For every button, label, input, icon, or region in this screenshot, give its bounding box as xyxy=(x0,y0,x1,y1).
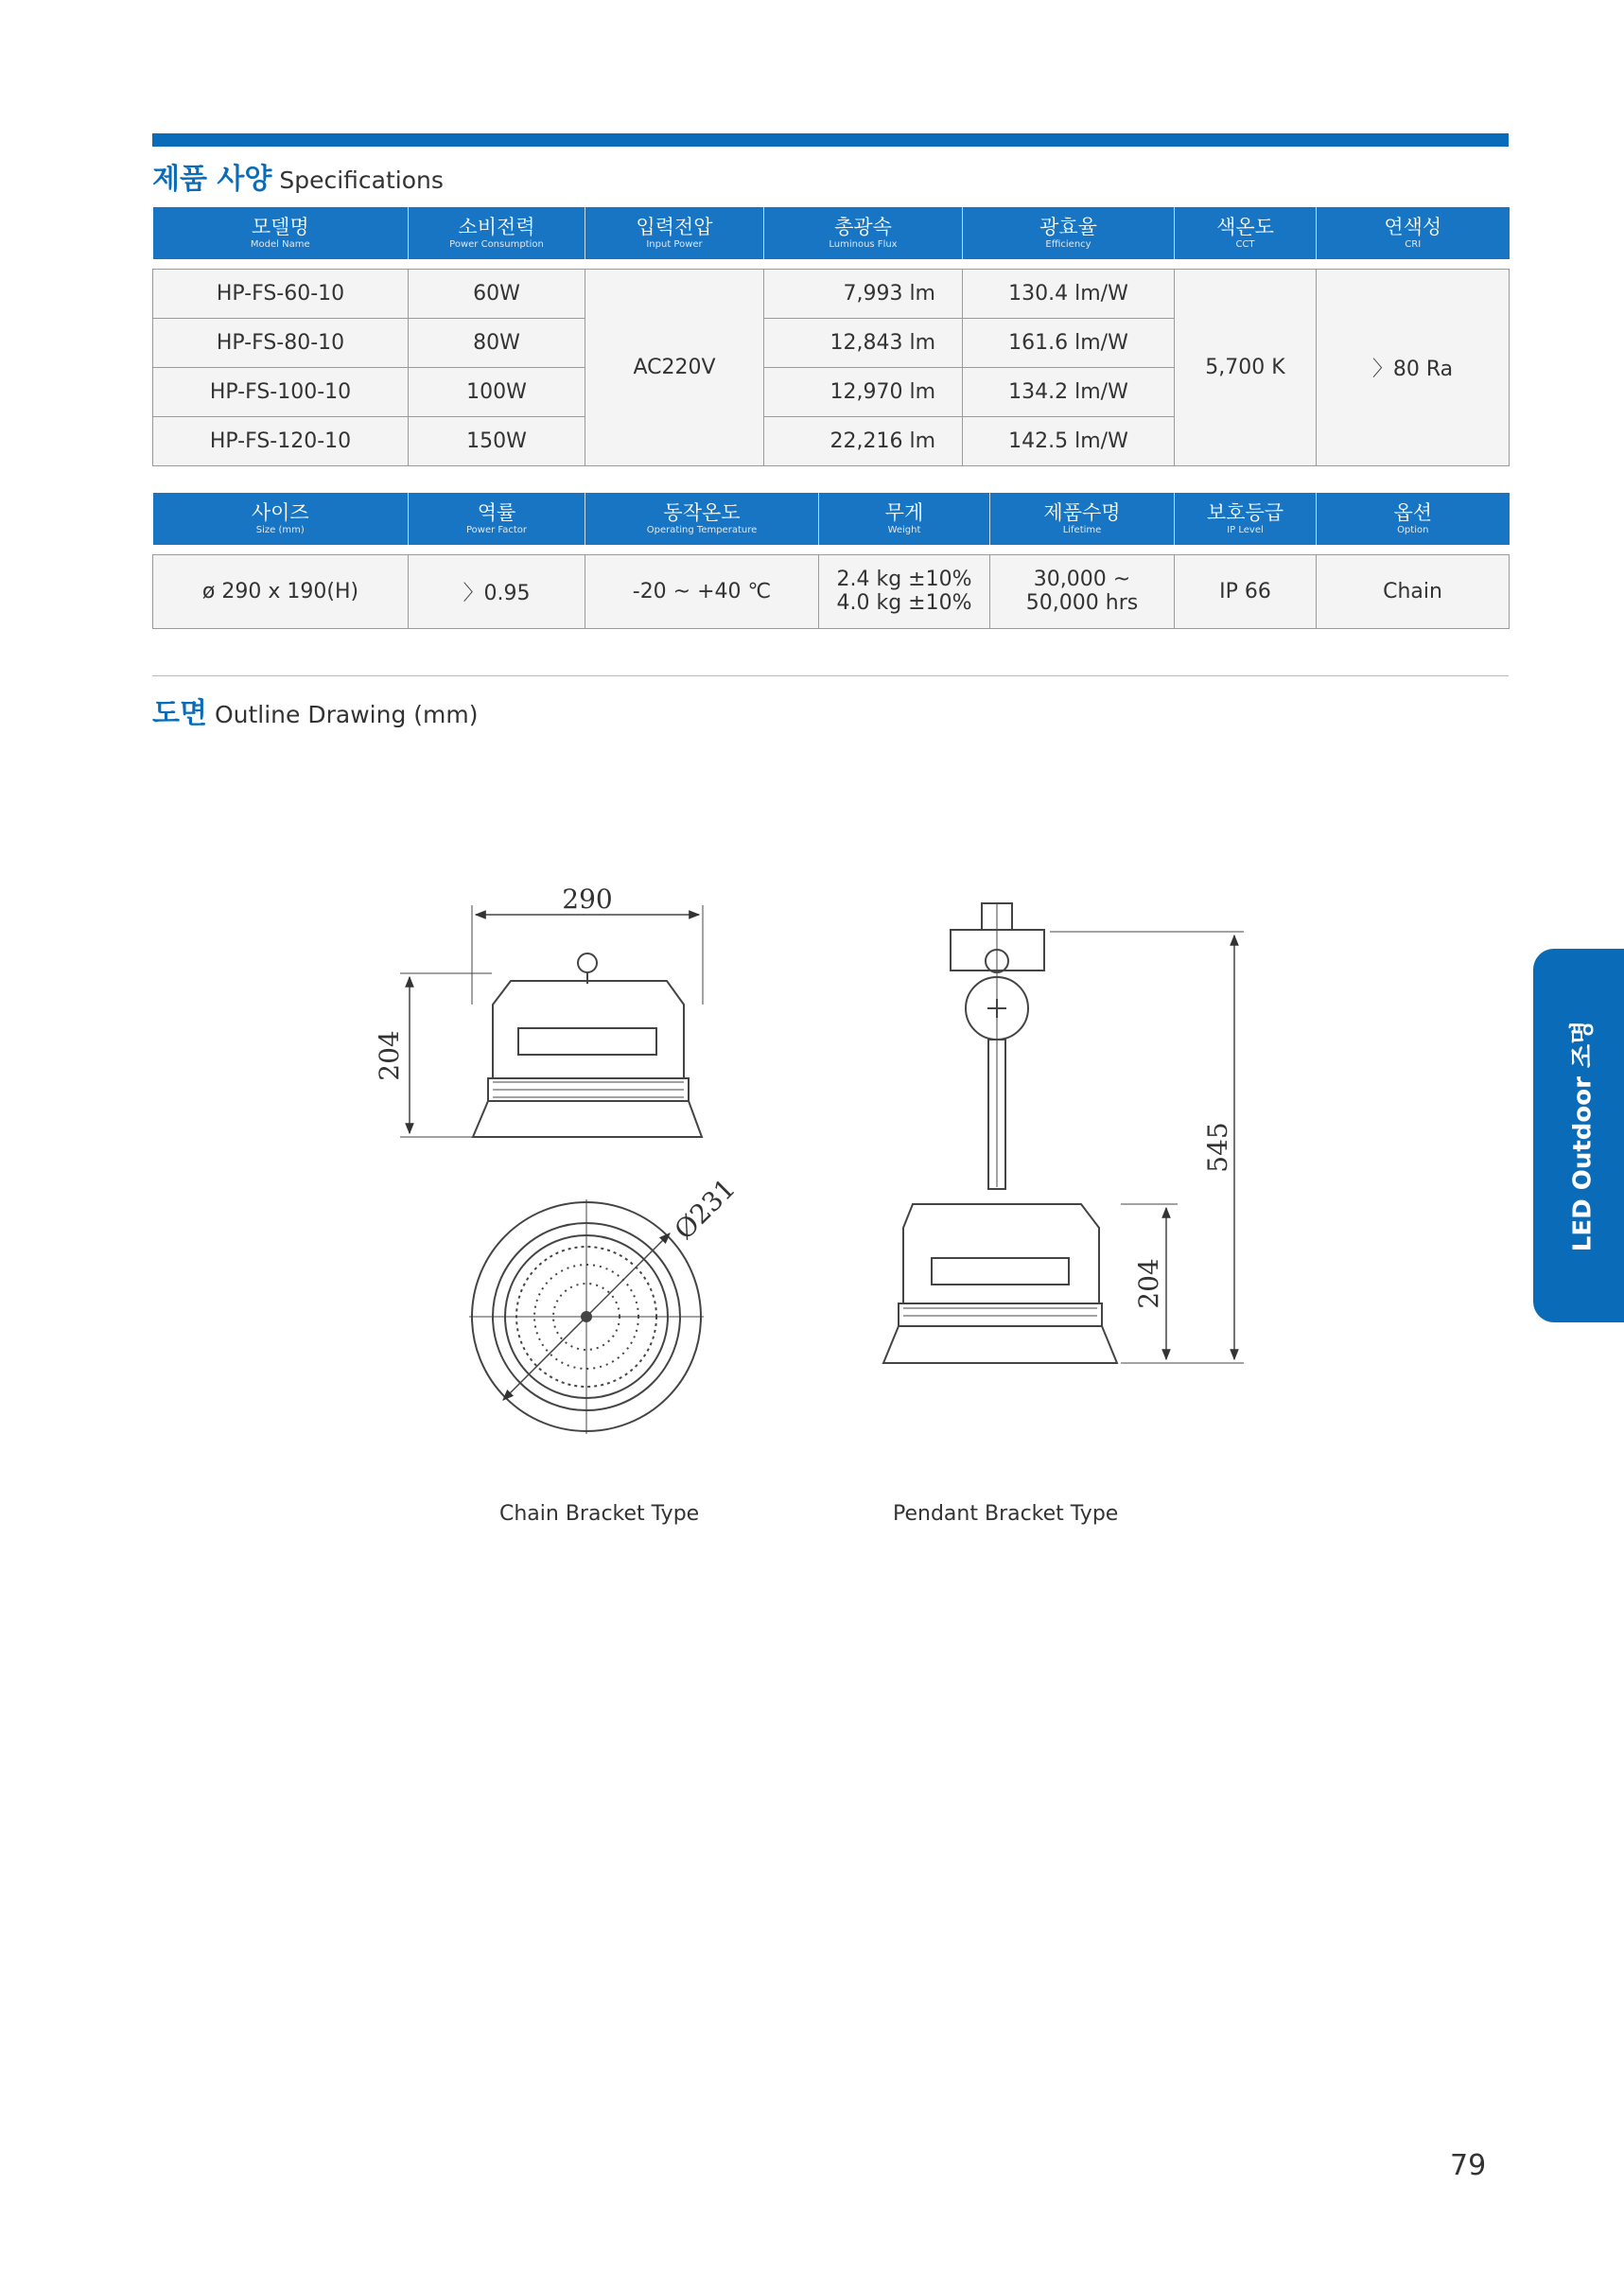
header-temperature: 동작온도 Operating Temperature xyxy=(585,493,819,545)
lifetime-line-1: 30,000 ~ xyxy=(1033,568,1131,591)
table-row xyxy=(153,269,1510,318)
chain-bracket-side-view xyxy=(400,905,703,1137)
header-input: 입력전압 Input Power xyxy=(585,207,764,259)
caption-pendant-bracket: Pendant Bracket Type xyxy=(893,1502,1119,1526)
lifetime-line-2: 50,000 hrs xyxy=(1025,591,1139,615)
cell-model: HP-FS-80-10 xyxy=(153,318,409,367)
cell-model: HP-FS-60-10 xyxy=(153,269,409,318)
header-cct: 색온도 CCT xyxy=(1175,207,1317,259)
cell-flux: 12,970 lm xyxy=(764,367,963,416)
header-ip: 보호등급 IP Level xyxy=(1175,493,1317,545)
cell-input: AC220V xyxy=(585,269,764,465)
header-power: 소비전력 Power Consumption xyxy=(409,207,585,259)
cell-power: 150W xyxy=(409,416,585,465)
cell-temperature: -20 ~ +40 ℃ xyxy=(585,554,819,628)
cell-size: ø 290 x 190(H) xyxy=(153,554,409,628)
table-row xyxy=(153,554,1510,628)
cell-power: 100W xyxy=(409,367,585,416)
spec-title-en: Specifications xyxy=(279,166,444,194)
header-weight: 무게 Weight xyxy=(819,493,990,545)
header-size: 사이즈 Size (mm) xyxy=(153,493,409,545)
cell-model: HP-FS-100-10 xyxy=(153,367,409,416)
cell-lifetime xyxy=(990,554,1175,628)
header-flux: 총광속 Luminous Flux xyxy=(764,207,963,259)
chain-bracket-bottom-view xyxy=(469,1199,704,1434)
dim-height-pendant: 204 xyxy=(1133,1258,1164,1309)
cell-option: Chain xyxy=(1317,554,1510,628)
header-model: 모델명 Model Name xyxy=(153,207,409,259)
dim-diameter: Ø231 xyxy=(668,1172,742,1246)
caption-chain-bracket: Chain Bracket Type xyxy=(499,1502,700,1526)
side-category-tab xyxy=(1533,949,1624,1322)
side-tab-label: LED Outdoor 조명 xyxy=(1568,1020,1598,1251)
page-number: 79 xyxy=(1450,2149,1487,2182)
dim-total-height: 545 xyxy=(1202,1122,1233,1173)
spec-table-secondary xyxy=(152,493,1510,629)
table-header-row xyxy=(153,493,1510,545)
pendant-bracket-side-view xyxy=(883,903,1244,1363)
cell-efficiency: 134.2 lm/W xyxy=(963,367,1175,416)
cell-cri: 〉80 Ra xyxy=(1317,269,1510,465)
cell-efficiency: 161.6 lm/W xyxy=(963,318,1175,367)
cell-model: HP-FS-120-10 xyxy=(153,416,409,465)
spec-table-main xyxy=(152,207,1510,466)
cell-power: 60W xyxy=(409,269,585,318)
weight-line-1: 2.4 kg ±10% xyxy=(836,568,972,591)
top-accent-bar xyxy=(152,133,1509,147)
cell-flux: 12,843 lm xyxy=(764,318,963,367)
cell-weight xyxy=(819,554,990,628)
cell-efficiency: 142.5 lm/W xyxy=(963,416,1175,465)
drawing-title-en: Outline Drawing (mm) xyxy=(214,701,479,728)
drawing-title-ko: 도면 xyxy=(152,697,207,730)
header-lifetime: 제품수명 Lifetime xyxy=(990,493,1175,545)
section-divider xyxy=(152,675,1509,676)
cell-flux: 22,216 lm xyxy=(764,416,963,465)
cell-efficiency: 130.4 lm/W xyxy=(963,269,1175,318)
cell-flux: 7,993 lm xyxy=(764,269,963,318)
dim-height-chain: 204 xyxy=(374,1030,405,1081)
header-cri: 연색성 CRI xyxy=(1317,207,1510,259)
dim-width: 290 xyxy=(562,883,613,915)
cell-cct: 5,700 K xyxy=(1175,269,1317,465)
header-efficiency: 광효율 Efficiency xyxy=(963,207,1175,259)
drawing-section-title xyxy=(152,690,478,731)
cell-power-factor: 〉0.95 xyxy=(409,554,585,628)
spec-title-ko: 제품 사양 xyxy=(152,163,272,196)
cell-power: 80W xyxy=(409,318,585,367)
header-option: 옵션 Option xyxy=(1317,493,1510,545)
table-header-row xyxy=(153,207,1510,259)
header-power-factor: 역률 Power Factor xyxy=(409,493,585,545)
cell-ip: IP 66 xyxy=(1175,554,1317,628)
weight-line-2: 4.0 kg ±10% xyxy=(836,591,972,615)
spec-section-title xyxy=(152,155,444,197)
